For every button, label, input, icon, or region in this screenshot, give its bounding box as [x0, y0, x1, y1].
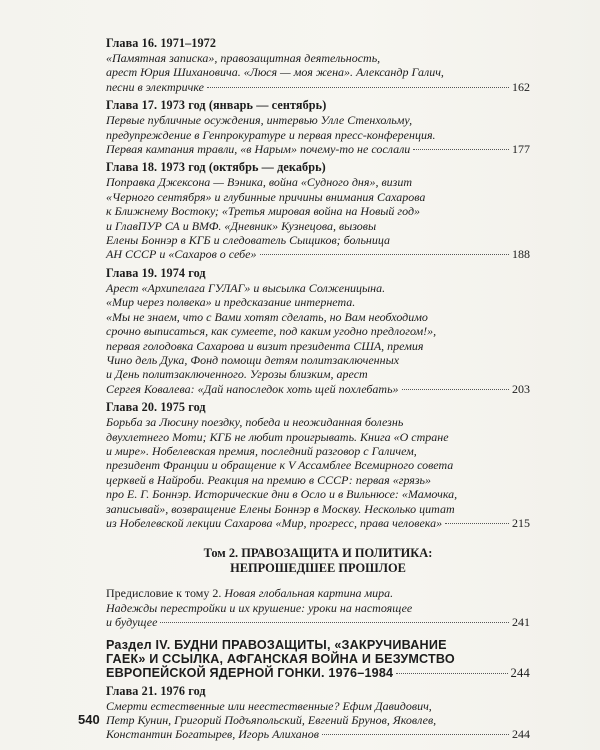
- toc-entry-chapter-18: [106, 160, 530, 261]
- dot-leader: [445, 523, 509, 524]
- summary-last-line: [106, 142, 530, 156]
- summary-line: «Черного сентября» и глубинные причины внимания Сахарова: [106, 189, 426, 204]
- summary-line: [106, 586, 530, 600]
- section-heading-line: ГАЕК» И ССЫЛКА, АФГАНСКАЯ ВОЙНА И БЕЗУМСТВО: [106, 651, 455, 666]
- summary-line: Смерти естественные или неестественные? Ефим Давидович,: [106, 698, 432, 713]
- page-number: 244: [512, 727, 530, 742]
- summary-last-line: [106, 382, 530, 396]
- section-heading-last-line: [106, 666, 530, 680]
- section-heading-line: Раздел IV. БУДНИ ПРАВОЗАЩИТЫ, «ЗАКРУЧИВАНИЕ: [106, 637, 447, 652]
- page-number: 177: [512, 142, 530, 157]
- preface-label: Предисловие к тому 2.: [106, 586, 222, 601]
- summary-line: и ГлавПУР СА и ВМФ. «Дневник» Кузнецова, вызовы: [106, 218, 377, 233]
- summary-line: первая голодовка Сахарова и визит президента США, премия: [106, 338, 424, 353]
- chapter-summary: [106, 51, 530, 94]
- dot-leader: [413, 149, 509, 150]
- summary-last-line: [106, 80, 530, 94]
- summary-line: Сергея Ковалева: «Дай напоследок хоть щей похлебать»: [106, 381, 399, 396]
- summary-last-line: [106, 247, 530, 261]
- toc-entry-chapter-21: [106, 684, 530, 742]
- summary-line: Поправка Джексона — Вэника, война «Судного дня», визит: [106, 175, 413, 190]
- page-number: 244: [510, 665, 530, 680]
- summary-line: Петр Кунин, Григорий Подъяпольский, Евгений Брунов, Яковлев,: [106, 713, 437, 727]
- summary-line: «Мы не знаем, что с Вами хотят сделать, но Вам необходимо: [106, 309, 428, 324]
- dot-leader: [402, 389, 509, 390]
- chapter-summary: [106, 415, 530, 530]
- toc-entry-preface: [106, 586, 530, 629]
- dot-leader: [322, 734, 509, 735]
- dot-leader: [396, 673, 507, 674]
- preface-title: Новая глобальная картина мира.: [224, 586, 394, 601]
- toc-entry-section-4: [106, 638, 530, 680]
- summary-line: срочно выписаться, как сумеете, под каким угодно предлогом!»,: [106, 324, 437, 339]
- toc-entry-chapter-16: [106, 36, 530, 94]
- volume-heading: [106, 546, 530, 576]
- summary-line: «Памятная записка», правозащитная деятельность,: [106, 51, 381, 65]
- summary-line: песни в электричке: [106, 79, 204, 94]
- toc-entry-chapter-19: [106, 266, 530, 396]
- page-number: 241: [512, 615, 530, 630]
- summary-last-line: [106, 615, 530, 629]
- page-number: 215: [512, 515, 530, 530]
- summary-last-line: [106, 727, 530, 741]
- summary-line: Чино дель Дука, Фонд помощи детям политзаключенных: [106, 352, 400, 367]
- table-of-contents: [106, 36, 530, 746]
- preface-summary: [106, 586, 530, 629]
- summary-line: Надежды перестройки и их крушение: уроки на настоящее: [106, 600, 413, 615]
- toc-entry-chapter-20: [106, 400, 530, 530]
- chapter-heading: Глава 16. 1971–1972: [106, 36, 217, 50]
- chapter-heading: Глава 18. 1973 год (октябрь — декабрь): [106, 160, 326, 175]
- summary-last-line: [106, 516, 530, 530]
- summary-line: Первая кампания травли, «в Нарым» почему-то не сослали: [106, 142, 411, 157]
- chapter-heading: Глава 20. 1975 год: [106, 400, 206, 415]
- summary-line: к Ближнему Востоку; «Третья мировая война на Новый год»: [106, 204, 421, 219]
- chapter-heading: Глава 17. 1973 год (январь — сентябрь): [106, 98, 327, 113]
- summary-line: и мире». Нобелевская премия, последний разговор с Галичем,: [106, 443, 417, 458]
- summary-line: про Е. Г. Боннэр. Исторические дни в Осло и в Вильнюсе: «Мамочка,: [106, 487, 458, 502]
- page-folio-number: 540: [78, 712, 100, 727]
- chapter-summary: [106, 113, 530, 156]
- page-number: 162: [512, 79, 530, 94]
- summary-line: записывай», возвращение Елены Боннэр в Москву. Несколько цитат: [106, 501, 455, 516]
- summary-line: предупреждение в Генпрокуратуре и первая пресс-конференция.: [106, 127, 436, 142]
- volume-title-line: Том 2. ПРАВОЗАЩИТА И ПОЛИТИКА:: [203, 546, 433, 561]
- dot-leader: [260, 254, 510, 255]
- chapter-summary: [106, 175, 530, 261]
- page-number: 203: [512, 381, 530, 396]
- summary-line: церквей в Найроби. Реакция на премию в СССР: первая «грязь»: [106, 472, 432, 487]
- section-heading-line: ЕВРОПЕЙСКОЙ ЯДЕРНОЙ ГОНКИ. 1976–1984: [106, 665, 394, 680]
- summary-line: «Мир через полвека» и предсказание интернета.: [106, 295, 356, 310]
- summary-line: и будущее: [106, 615, 158, 630]
- summary-line: АН СССР и «Сахаров о себе»: [106, 247, 257, 262]
- chapter-heading: Глава 19. 1974 год: [106, 265, 206, 280]
- summary-line: Борьба за Люсину поездку, победа и неожиданная болезнь: [106, 415, 404, 430]
- summary-line: Константин Богатырев, Игорь Алиханов: [106, 727, 319, 742]
- summary-line: арест Юрия Шихановича. «Люся — моя жена». Александр Галич,: [106, 65, 444, 80]
- chapter-heading: Глава 21. 1976 год: [106, 683, 206, 698]
- summary-line: президент Франции и обращение к V Ассамблее Всемирного совета: [106, 458, 454, 473]
- toc-entry-chapter-17: [106, 98, 530, 156]
- summary-line: Первые публичные осуждения, интервью Улле Стенхольму,: [106, 113, 413, 128]
- chapter-summary: [106, 281, 530, 396]
- dot-leader: [160, 622, 509, 623]
- summary-line: Арест «Архипелага ГУЛАГ» и высылка Солженицына.: [106, 280, 386, 295]
- chapter-summary: [106, 699, 530, 742]
- summary-line: из Нобелевской лекции Сахарова «Мир, прогресс, права человека»: [106, 515, 443, 530]
- summary-line: двухлетнего Моти; КГБ не любит проигрывать. Книга «О стране: [106, 429, 449, 444]
- summary-line: Елены Боннэр в КГБ и следователь Сыщиков; больница: [106, 233, 391, 248]
- summary-line: и День политзаключенного. Угрозы близким, арест: [106, 367, 368, 382]
- volume-subtitle-line: НЕПРОШЕДШЕЕ ПРОШЛОЕ: [230, 561, 406, 576]
- dot-leader: [207, 87, 509, 88]
- page-number: 188: [512, 247, 530, 262]
